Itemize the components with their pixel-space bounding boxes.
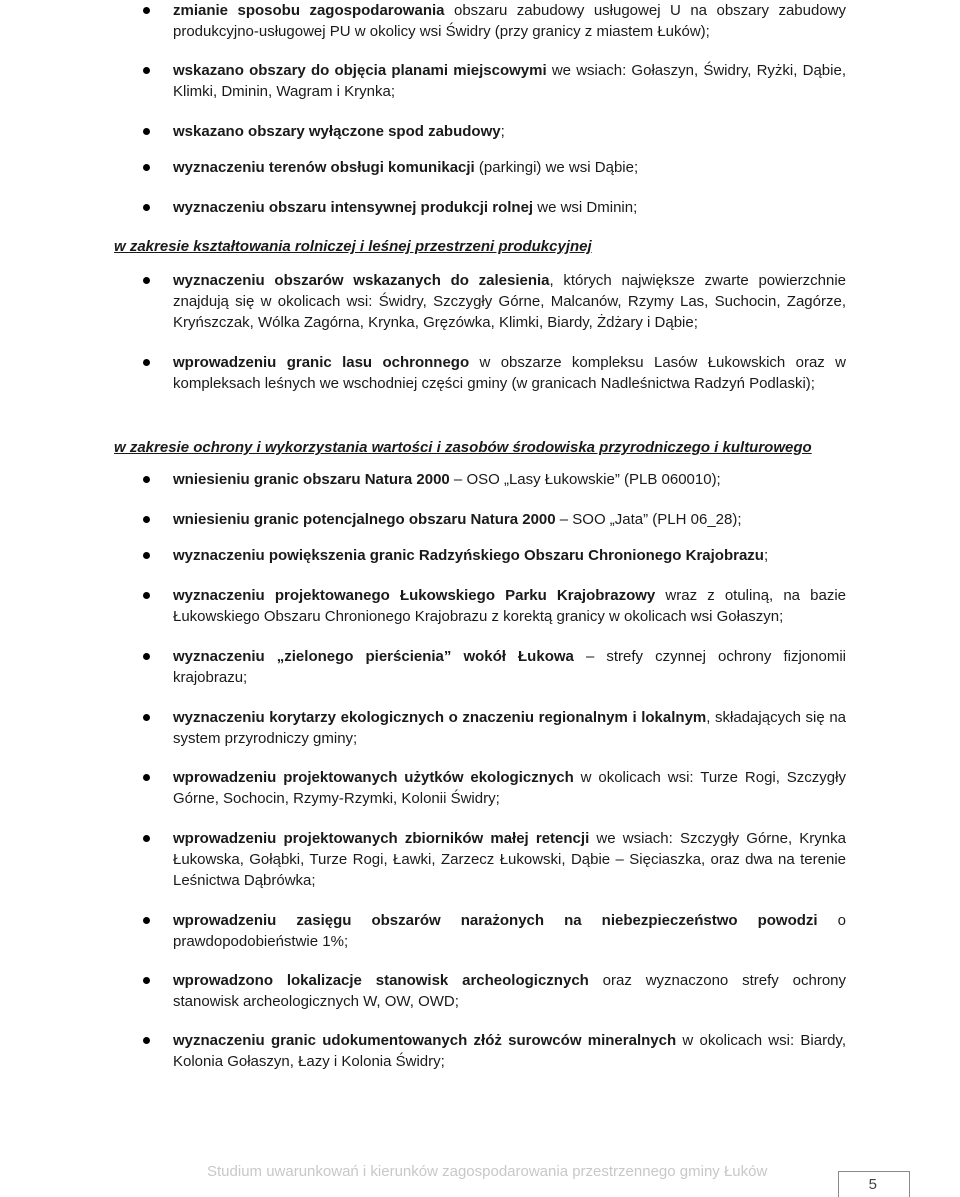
bullet-icon	[143, 714, 150, 721]
bullet-icon	[143, 592, 150, 599]
item-text: – strefy czynnej ochrony fizjonomii krajobrazu;	[173, 648, 846, 686]
item-text: o prawdopodobieństwie 1%;	[173, 912, 846, 950]
bullet-icon	[143, 7, 150, 14]
item-bold: wskazano obszary do objęcia planami miejscowymi	[173, 62, 547, 79]
list-item	[0, 270, 960, 333]
item-text: – OSO „Lasy Łukowskie” (PLB 060010);	[449, 471, 721, 488]
item-text: – SOO „Jata” (PLH 06_28);	[555, 511, 742, 528]
bullet-icon	[143, 204, 150, 211]
bullet-icon	[143, 128, 150, 135]
list-item	[0, 910, 960, 952]
item-text: we wsiach: Szczygły Górne, Krynka Łukowska, Gołąbki, Turze Rogi, Ławki, Zarzecz Łukowski, Dąbie – Sięciaszka, oraz dwa na terenie Leśnictwa Dąbrówka;	[173, 830, 846, 889]
bullet-icon	[143, 516, 150, 523]
list-item	[0, 585, 960, 627]
item-bold: zmianie sposobu zagospodarowania	[173, 2, 445, 19]
item-bold: wyznaczeniu powiększenia granic Radzyńskiego Obszaru Chronionego Krajobrazu	[173, 547, 764, 564]
item-bold: wniesieniu granic potencjalnego obszaru Natura 2000	[173, 511, 556, 528]
list-item	[0, 828, 960, 891]
item-bold: wyznaczeniu projektowanego Łukowskiego Parku Krajobrazowy	[173, 587, 656, 604]
list-item	[0, 0, 960, 42]
list-item	[0, 646, 960, 688]
bullet-icon	[143, 835, 150, 842]
item-text: w obszarze kompleksu Lasów Łukowskich oraz w kompleksach leśnych we wschodniej części gminy (w granicach Nadleśnictwa Radzyń Podlaski);	[173, 354, 846, 392]
item-bold: wprowadzeniu zasięgu obszarów narażonych na niebezpieczeństwo powodzi	[173, 912, 818, 929]
item-bold: wprowadzono lokalizacje stanowisk archeologicznych	[173, 972, 589, 989]
item-text: we wsi Dminin;	[533, 199, 638, 216]
bullet-icon	[143, 917, 150, 924]
item-text: , składających się na system przyrodniczy gminy;	[173, 709, 847, 747]
item-bold: wprowadzeniu projektowanych zbiorników małej retencji	[173, 830, 590, 847]
item-bold: wniesieniu granic obszaru Natura 2000	[173, 471, 450, 488]
list-item	[0, 707, 960, 749]
list-item	[0, 352, 960, 394]
item-bold: wyznaczeniu terenów obsługi komunikacji	[173, 159, 475, 176]
item-text: obszaru zabudowy usługowej U na obszary zabudowy produkcyjno-usługowej PU w okolicy wsi Świdry (przy granicy z miastem Łuków);	[173, 2, 847, 40]
bullet-icon	[143, 164, 150, 171]
bullet-icon	[143, 1037, 150, 1044]
list-item	[0, 197, 960, 218]
bullet-icon	[143, 277, 150, 284]
page-number: 5	[838, 1171, 910, 1197]
bullet-icon	[143, 552, 150, 559]
bullet-icon	[143, 67, 150, 74]
item-text: oraz wyznaczono strefy ochrony stanowisk archeologicznych W, OW, OWD;	[173, 972, 846, 1010]
list-item	[0, 767, 960, 809]
bullet-icon	[143, 476, 150, 483]
item-text: , których największe zwarte powierzchnie znajdują się w okolicach wsi: Świdry, Szczygły Górne, Malcanów, Rzymy Las, Suchocin, Zagórze, Kryńszczak, Wólka Zagórna, Krynka, Gręzówka, Klimki, Biardy, Żdżary i Dąbie;	[173, 272, 846, 331]
item-text: wraz z otuliną, na bazie Łukowskiego Obszaru Chronionego Krajobrazu z korektą granicy w okolicach wsi Gołaszyn;	[173, 587, 847, 625]
list-item	[0, 545, 960, 566]
item-bold: wprowadzeniu granic lasu ochronnego	[173, 354, 470, 371]
item-text: w okolicach wsi: Turze Rogi, Szczygły Górne, Sochocin, Rzymy-Rzymki, Kolonii Świdry;	[173, 769, 846, 807]
item-bold: wyznaczeniu korytarzy ekologicznych o znaczeniu regionalnym i lokalnym	[173, 709, 707, 726]
item-bold: wprowadzeniu projektowanych użytków ekologicznych	[173, 769, 574, 786]
item-bold: wskazano obszary wyłączone spod zabudowy	[173, 123, 501, 140]
list-item	[0, 970, 960, 1012]
item-text: (parkingi) we wsi Dąbie;	[474, 159, 639, 176]
list-item	[0, 121, 960, 142]
item-bold: wyznaczeniu „zielonego pierścienia” wokół Łukowa	[173, 648, 574, 665]
page-footer: Studium uwarunkowań i kierunków zagospodarowania przestrzennego gminy Łuków	[207, 1163, 768, 1180]
bullet-icon	[143, 774, 150, 781]
list-item	[0, 1030, 960, 1072]
bullet-icon	[143, 359, 150, 366]
item-bold: wyznaczeniu granic udokumentowanych złóż surowców mineralnych	[173, 1032, 677, 1049]
list-item	[0, 60, 960, 102]
list-item	[0, 469, 960, 490]
bullet-icon	[143, 653, 150, 660]
item-text: w okolicach wsi: Biardy, Kolonia Gołaszyn, Łazy i Kolonia Świdry;	[173, 1032, 846, 1070]
list-item	[0, 509, 960, 530]
item-text: we wsiach: Gołaszyn, Świdry, Ryżki, Dąbie, Klimki, Dminin, Wagram i Krynka;	[173, 62, 846, 100]
section-heading: w zakresie ochrony i wykorzystania wartości i zasobów środowiska przyrodniczego i kulturowego	[114, 439, 812, 456]
list-item	[0, 157, 960, 178]
item-bold: wyznaczeniu obszarów wskazanych do zalesienia	[173, 272, 550, 289]
section-heading: w zakresie kształtowania rolniczej i leśnej przestrzeni produkcyjnej	[114, 238, 592, 255]
item-text: ;	[763, 547, 769, 564]
bullet-icon	[143, 977, 150, 984]
item-text: ;	[500, 123, 505, 140]
item-bold: wyznaczeniu obszaru intensywnej produkcji rolnej	[173, 199, 534, 216]
